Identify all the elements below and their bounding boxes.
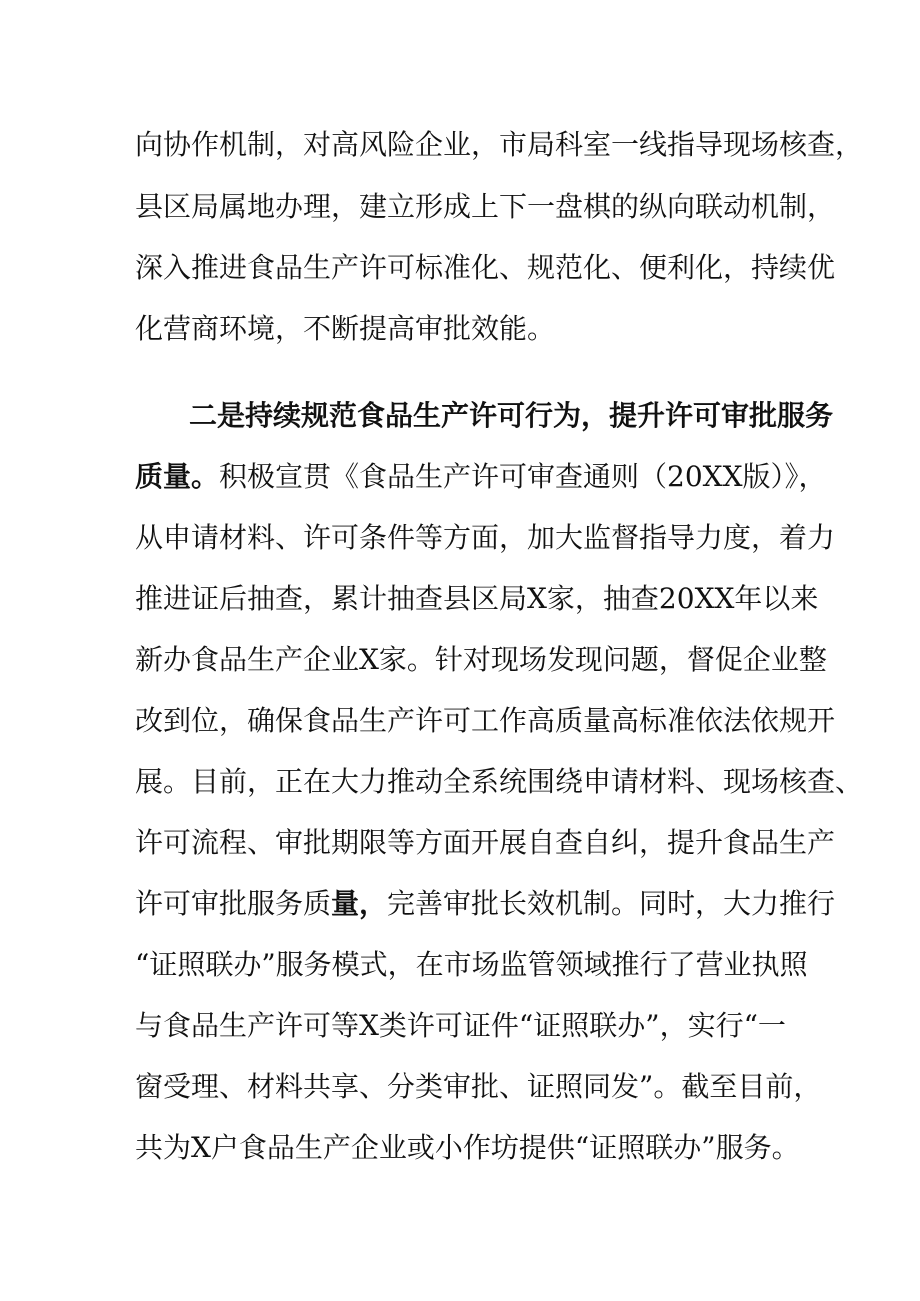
paragraph1-line-4: 化营商环境，不断提高审批效能。 bbox=[135, 312, 556, 345]
paragraph2-line-13: 共为X户食品生产企业或小作坊提供“证照联办”服务。 bbox=[135, 1131, 800, 1164]
paragraph2-heading-line-2: 质量。 bbox=[135, 460, 220, 493]
paragraph2-line-10: “证照联办”服务模式，在市场监管领域推行了营业执照 bbox=[135, 948, 808, 981]
paragraph2-line-5: 新办食品生产企业X家。针对现场发现问题，督促企业整 bbox=[135, 643, 827, 676]
paragraph2-line-9-pre: 许可审批服务质 bbox=[135, 887, 332, 920]
paragraph2-line-11: 与食品生产许可等X类许可证件“证照联办”，实行“一 bbox=[135, 1009, 786, 1042]
paragraph2-line-2 bbox=[135, 459, 827, 495]
paragraph2-line-4: 推进证后抽查，累计抽查县区局X家，抽查20XX年以来 bbox=[135, 582, 819, 615]
paragraph2-line-9-bold: 量， bbox=[331, 887, 388, 920]
paragraph1-line-2: 县区局属地办理，建立形成上下一盘棋的纵向联动机制， bbox=[135, 190, 836, 223]
paragraph1-line-1: 向协作机制，对高风险企业，市局科室一线指导现场核查， bbox=[135, 128, 864, 161]
paragraph2-line-9 bbox=[135, 886, 836, 922]
paragraph2-line-7: 展。目前，正在大力推动全系统围绕申请材料、现场核查、 bbox=[135, 765, 864, 798]
paragraph2-line-9-post: 完善审批长效机制。同时，大力推行 bbox=[387, 887, 836, 920]
paragraph2-line-3: 从申请材料、许可条件等方面，加大监督指导力度，着力 bbox=[135, 521, 836, 554]
paragraph2-line-8: 许可流程、审批期限等方面开展自查自纠，提升食品生产 bbox=[135, 826, 836, 859]
paragraph2-line-6: 改到位，确保食品生产许可工作高质量高标准依法依规开 bbox=[135, 704, 836, 737]
paragraph1-line-3: 深入推进食品生产许可标准化、规范化、便利化，持续优 bbox=[135, 251, 836, 284]
paragraph2-line-2-text: 积极宣贯《食品生产许可审查通则（20XX版）》， bbox=[219, 460, 827, 493]
paragraph2-line-12: 窗受理、材料共享、分类审批、证照同发”。截至目前， bbox=[135, 1070, 822, 1103]
paragraph2-heading-line-1: 二是持续规范食品生产许可行为，提升许可审批服务 bbox=[189, 399, 834, 432]
